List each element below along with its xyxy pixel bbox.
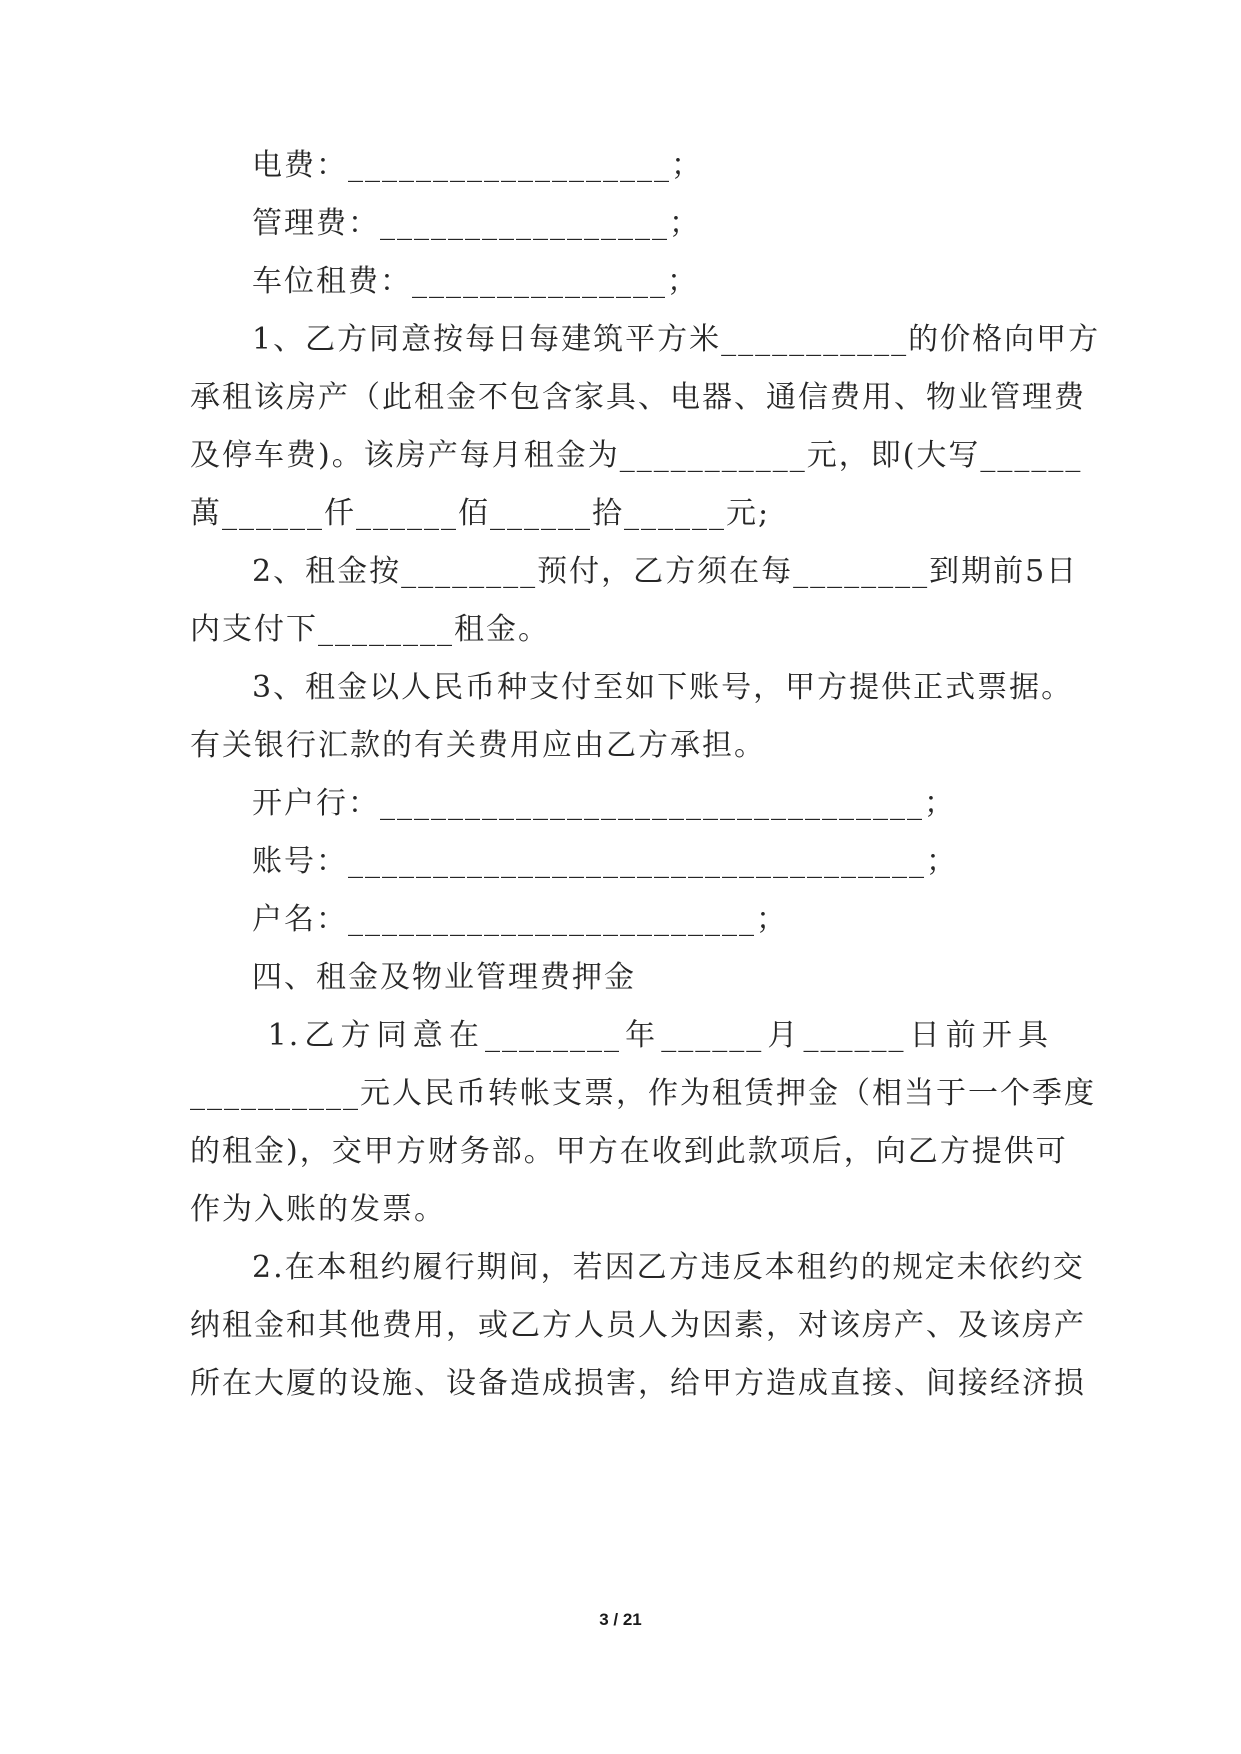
text-line: 作为入账的发票。 [190,1192,446,1227]
text-line: 有关银行汇款的有关费用应由乙方承担。 [190,728,766,763]
text-line: 电费：___________________； [252,148,703,183]
text-line: 开户行：________________________________； [252,786,956,821]
text-line: 的租金)，交甲方财务部。甲方在收到此款项后，向乙方提供可 [190,1134,1068,1169]
text-line: 承租该房产（此租金不包含家具、电器、通信费用、物业管理费 [190,380,1086,415]
text-line: 1、乙方同意按每日每建筑平方米___________的价格向甲方 [252,322,1101,357]
page-number: 3 / 21 [599,1610,642,1629]
text-line: 1.乙方同意在________年______月______日前开具 [252,1018,1050,1053]
text-line: 所在大厦的设施、设备造成损害，给甲方造成直接、间接经济损 [190,1366,1086,1401]
text-line: 萬______仟______佰______拾______元; [190,496,771,531]
text-line: 及停车费)。该房产每月租金为___________元，即(大写______ [190,438,1083,473]
text-line: 2、租金按________预付，乙方须在每________到期前5日 [252,554,1079,589]
text-line: 2.在本租约履行期间，若因乙方违反本租约的规定未依约交 [252,1250,1085,1285]
text-line: __________元人民币转帐支票，作为租赁押金（相当于一个季度 [190,1076,1096,1111]
text-line: 管理费：_________________； [252,206,701,241]
text-line: 纳租金和其他费用，或乙方人员人为因素，对该房产、及该房产 [190,1308,1086,1343]
text-line: 3、租金以人民币种支付至如下账号，甲方提供正式票据。 [252,670,1074,705]
text-line: 内支付下________租金。 [190,612,550,647]
text-line: 车位租费：_______________； [252,264,699,299]
text-line: 账号：__________________________________； [252,844,958,879]
text-line: 户名：________________________； [252,902,788,937]
section-heading: 四、租金及物业管理费押金 [252,960,636,995]
